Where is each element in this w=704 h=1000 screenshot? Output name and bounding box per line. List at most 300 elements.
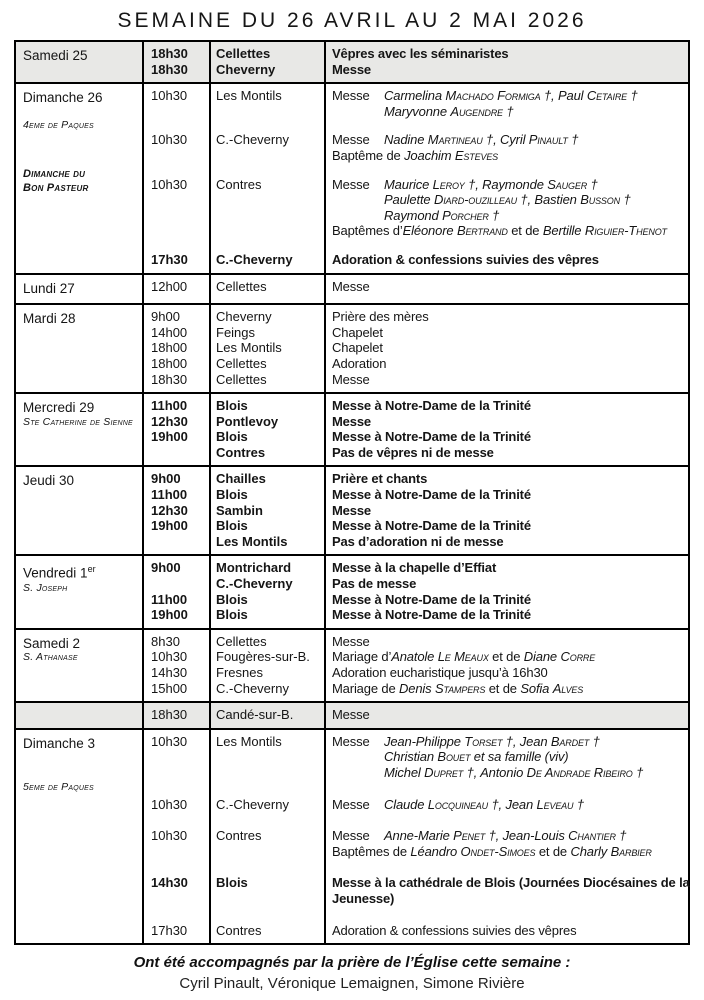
person-name: Bertille [542, 223, 585, 239]
person-name: †, Jean [502, 733, 551, 749]
person-name: Alves [552, 680, 584, 696]
event-location: Sambin [216, 502, 263, 518]
person-name: † [488, 207, 500, 223]
description-line [332, 414, 685, 430]
person-name: Maurice [384, 176, 433, 192]
person-name: Jean-Philippe [384, 733, 465, 749]
description-line [332, 560, 685, 576]
event-description [325, 503, 688, 519]
text-segment: Messe [332, 796, 370, 812]
event-time: 14h30 [151, 665, 188, 680]
person-name: Stampers [434, 680, 486, 696]
day-label: Samedi 25 [23, 48, 88, 63]
event-description [325, 665, 688, 681]
column-divider [209, 467, 211, 554]
person-name: Diard-ouzilleau [433, 192, 517, 208]
description-line [332, 592, 685, 608]
person-name: Porcher [442, 207, 489, 223]
event-location: C.-Cheverny [216, 251, 293, 267]
person-name: Barbier [610, 843, 652, 859]
description-line [332, 398, 685, 414]
person-name: Augendre [450, 103, 503, 119]
event-description [325, 634, 688, 650]
event-description [325, 560, 688, 576]
event-location: Blois [216, 398, 248, 414]
description-line [332, 279, 685, 295]
event-location: Les Montils [216, 733, 282, 749]
event-time: 19h00 [151, 518, 188, 534]
description-line [332, 340, 685, 356]
description-line [332, 325, 685, 341]
event-location: Blois [216, 875, 248, 891]
event-time: 10h30 [151, 132, 188, 148]
person-name: Leveau [536, 796, 574, 812]
event-time: 10h30 [151, 796, 188, 812]
text-segment: Messe [332, 502, 371, 518]
description-line [332, 356, 685, 372]
text-segment: Adoration [332, 355, 387, 371]
person-name: Corre [560, 649, 596, 665]
event-location: Blois [216, 591, 248, 607]
person-name: Busson [580, 192, 620, 208]
event-description [325, 309, 688, 325]
person-name: De Andrade Ribeiro [526, 764, 633, 780]
text-segment: Messe [332, 371, 370, 387]
event-location: Pontlevoy [216, 413, 279, 429]
text-segment: Messe [332, 176, 370, 192]
day-label: Lundi 27 [23, 280, 75, 296]
event-description [325, 414, 688, 430]
day-row [16, 703, 688, 730]
description-line [332, 372, 685, 388]
event-time: 14h30 [151, 875, 188, 891]
event-time: 11h00 [151, 398, 188, 414]
text-segment: Messe [332, 278, 370, 294]
text-segment: Adoration eucharistique jusqu’à 16h30 [332, 665, 548, 680]
day-label: Dimanche 26 [23, 90, 103, 106]
text-segment: Messe [332, 88, 370, 104]
day-row [16, 630, 688, 703]
event-location: Cellettes [216, 278, 267, 294]
column-divider [209, 703, 211, 728]
event-time: 9h00 [151, 309, 180, 325]
day-label: Jeudi 30 [23, 473, 75, 489]
text-segment: Messe à Notre-Dame de la Trinité [332, 591, 531, 607]
description-line [332, 797, 690, 813]
person-name: Anne-Marie [384, 828, 454, 844]
event-location: Blois [216, 429, 248, 445]
event-description [325, 471, 688, 487]
event-location: Fougères-sur-B. [216, 649, 310, 665]
text-segment: Adoration & confessions suivies des vêpres [332, 251, 599, 267]
event-location: C.-Cheverny [216, 132, 289, 148]
person-name: Sofia [520, 680, 553, 696]
schedule-table [14, 40, 690, 945]
person-name: † [627, 88, 638, 104]
event-time: 8h30 [151, 633, 180, 649]
event-description [325, 398, 688, 414]
event-time: 18h30 [151, 707, 188, 723]
page-title: SEMAINE DU 26 AVRIL AU 2 MAI 2026 [117, 9, 587, 32]
description-line [332, 148, 685, 164]
event-time: 14h00 [151, 324, 188, 340]
column-divider [142, 556, 144, 627]
day-cell [16, 279, 143, 299]
event-time: 10h30 [151, 176, 188, 192]
person-name: Michel [384, 764, 425, 780]
event-description [325, 649, 688, 665]
description-line [332, 634, 685, 650]
person-name: † [619, 192, 631, 208]
description-line [332, 649, 685, 665]
description-line [332, 62, 685, 78]
person-name: Le Meaux [437, 649, 489, 665]
person-name: Chantier [568, 828, 616, 844]
event-location: Cheverny [216, 309, 272, 325]
person-name: Riguier-Thenot [584, 223, 667, 239]
person-name: Esteves [454, 147, 499, 163]
day-cell [16, 309, 143, 387]
footer [0, 954, 704, 992]
person-name: †, Jean [488, 796, 537, 812]
event-description [325, 734, 693, 781]
person-name: Anatole [391, 649, 438, 665]
description-line [332, 891, 690, 907]
person-name: Torset [464, 733, 503, 749]
text-segment: Messe à Notre-Dame de la Trinité [332, 487, 531, 503]
day-cell [16, 88, 143, 267]
column-divider [209, 42, 211, 82]
column-divider [209, 84, 211, 272]
event-time: 18h30 [151, 46, 188, 61]
text-segment: Messe [332, 733, 370, 749]
footer-intro: Ont été accompagnés par la prière de l’Église cette semaine : [133, 954, 571, 972]
event-time: 18h30 [151, 371, 188, 387]
column-divider [324, 467, 326, 554]
person-name: †, Jean-Louis [485, 828, 569, 844]
event-time [143, 576, 210, 592]
text-segment: et de [488, 649, 524, 665]
event-description [325, 356, 688, 372]
description-line [332, 503, 685, 519]
day-row [16, 730, 688, 943]
description-line [332, 734, 690, 750]
day-cell [16, 707, 143, 723]
description-line [332, 665, 685, 681]
event-description [325, 487, 688, 503]
person-name: Carmelina [384, 88, 446, 104]
event-time: 11h00 [151, 487, 188, 503]
column-divider [142, 275, 144, 304]
event-description [325, 252, 688, 268]
person-name: † [573, 796, 584, 812]
person-name: Ondet-Simoes [460, 843, 536, 859]
event-description [325, 797, 693, 813]
event-description [325, 607, 688, 623]
feast-label: Bon Pasteur [23, 182, 89, 195]
person-name: Martineau [427, 132, 483, 148]
description-line [332, 681, 685, 697]
person-name: Denis [399, 680, 435, 696]
event-location: Cellettes [216, 355, 267, 371]
column-divider [209, 630, 211, 701]
person-name: Nadine [384, 132, 428, 148]
day-row [16, 556, 688, 629]
event-description [325, 875, 693, 906]
day-row [16, 394, 688, 467]
person-name: †, Raymonde [464, 176, 548, 192]
event-location: C.-Cheverny [216, 576, 293, 592]
event-description [325, 132, 688, 163]
event-location: C.-Cheverny [216, 796, 289, 812]
event-description [325, 707, 688, 723]
description-line [332, 177, 685, 193]
description-line [332, 192, 685, 208]
text-segment: Baptême de [332, 147, 405, 163]
description-line [332, 471, 685, 487]
person-name: Léandro [410, 843, 461, 859]
column-divider [324, 84, 326, 272]
column-divider [142, 84, 144, 272]
person-name: Bardet [550, 733, 590, 749]
day-label: Vendredi 1er [23, 564, 96, 581]
event-location: Les Montils [216, 88, 282, 104]
description-line [332, 607, 685, 623]
person-name: Locquineau [427, 796, 489, 812]
description-line [332, 309, 685, 325]
person-name: Maryvonne [384, 103, 451, 119]
description-line [332, 828, 690, 844]
description-line [332, 445, 685, 461]
text-segment: Baptêmes d’ [332, 223, 403, 239]
text-segment: Jeunesse) [332, 890, 395, 906]
column-divider [324, 42, 326, 82]
person-name: † [502, 103, 514, 119]
event-description [325, 340, 688, 356]
event-location: Les Montils [216, 340, 282, 356]
text-segment: Pas d’adoration ni de messe [332, 533, 504, 549]
day-row [16, 84, 688, 274]
person-name: Raymond [384, 207, 443, 223]
column-divider [142, 467, 144, 554]
event-location: Blois [216, 607, 248, 623]
event-description [325, 62, 688, 78]
event-location: Fresnes [216, 665, 263, 680]
text-segment: Messe à la chapelle d’Effiat [332, 560, 497, 576]
person-name: Claude [384, 796, 428, 812]
person-name: Pinault [528, 132, 568, 148]
event-description [325, 88, 688, 119]
event-description [325, 576, 688, 592]
text-segment: Messe à Notre-Dame de la Trinité [332, 398, 531, 414]
description-line [332, 534, 685, 550]
event-description [325, 372, 688, 388]
text-segment: Messe [332, 132, 370, 148]
feast-label: S. Athanase [23, 651, 78, 664]
column-divider [142, 703, 144, 728]
description-line [332, 707, 685, 723]
event-location: Contres [216, 176, 262, 192]
description-line [332, 576, 685, 592]
column-divider [324, 305, 326, 392]
text-segment: Adoration & confessions suivies des vêpres [332, 922, 577, 938]
person-name: Sauger [547, 176, 588, 192]
event-time [143, 534, 210, 550]
text-segment: Baptêmes de [332, 843, 411, 859]
text-segment: Messe à Notre-Dame de la Trinité [332, 429, 531, 445]
event-location: Cellettes [216, 46, 271, 61]
text-segment: Vêpres avec les séminaristes [332, 46, 509, 61]
text-segment: Messe [332, 61, 371, 77]
event-location: Candé-sur-B. [216, 707, 294, 723]
event-location: Feings [216, 324, 256, 340]
description-line [332, 875, 690, 891]
description-line [332, 208, 685, 224]
description-line [332, 765, 690, 781]
text-segment: et de [535, 843, 571, 859]
day-label: Mardi 28 [23, 311, 76, 327]
event-description [325, 534, 688, 550]
description-line [332, 46, 685, 62]
column-divider [142, 42, 144, 82]
event-time: 10h30 [151, 828, 188, 844]
person-name: Bertrand [456, 223, 508, 239]
day-cell [16, 560, 143, 622]
event-location: Blois [216, 518, 248, 534]
text-segment: Prière des mères [332, 309, 429, 325]
person-name: Machado Formiga [445, 88, 541, 104]
person-name: Cetaire [586, 88, 628, 104]
feast-label: Dimanche du [23, 168, 86, 181]
person-name: †, Cyril [482, 132, 529, 148]
feast-label: Ste Catherine de Sienne [23, 415, 133, 428]
column-divider [324, 730, 326, 943]
text-segment: Messe à Notre-Dame de la Trinité [332, 607, 531, 623]
event-time: 17h30 [151, 251, 188, 267]
event-description [325, 681, 688, 697]
event-location: C.-Cheverny [216, 680, 289, 696]
column-divider [324, 703, 326, 728]
description-line [332, 88, 685, 104]
person-name: † [589, 733, 600, 749]
column-divider [324, 394, 326, 465]
description-line [332, 429, 685, 445]
description-line [332, 923, 690, 939]
event-time: 18h00 [151, 355, 188, 371]
event-time: 17h30 [151, 922, 188, 938]
event-location: Contres [216, 922, 262, 938]
feast-label: 5eme de Paques [23, 781, 94, 794]
text-segment: Mariage de [332, 680, 399, 696]
text-segment: et de [485, 680, 521, 696]
column-divider [209, 730, 211, 943]
event-time: 18h30 [151, 61, 188, 77]
description-line [332, 223, 685, 239]
event-time: 10h30 [151, 88, 188, 104]
event-description [325, 177, 688, 239]
person-name: Dupret [424, 764, 464, 780]
text-segment: Messe à Notre-Dame de la Trinité [332, 518, 531, 534]
event-time: 12h30 [151, 502, 188, 518]
event-description [325, 518, 688, 534]
day-row [16, 467, 688, 556]
feast-label: S. Joseph [23, 581, 68, 594]
text-segment: Pas de messe [332, 576, 417, 592]
event-description [325, 46, 688, 62]
event-location: Cellettes [216, 633, 267, 649]
column-divider [324, 630, 326, 701]
event-description [325, 325, 688, 341]
column-divider [142, 394, 144, 465]
column-divider [142, 730, 144, 943]
person-name: Charly [570, 843, 611, 859]
day-label: Dimanche 3 [23, 735, 96, 751]
event-time: 11h00 [151, 591, 188, 607]
event-time: 9h00 [151, 560, 181, 576]
event-time: 12h00 [151, 278, 188, 294]
event-location: Contres [216, 828, 262, 844]
day-cell [16, 471, 143, 549]
event-description [325, 828, 693, 859]
day-cell [16, 398, 143, 460]
event-time: 19h00 [151, 429, 188, 445]
column-divider [142, 305, 144, 392]
text-segment: Pas de vêpres ni de messe [332, 444, 494, 460]
person-name: † [587, 176, 598, 192]
person-name: † [632, 764, 644, 780]
person-name: Joachim [404, 147, 455, 163]
person-name: Leroy [432, 176, 465, 192]
column-divider [324, 275, 326, 304]
text-segment: Messe à la cathédrale de Blois (Journées Diocésaines de la [332, 875, 690, 891]
person-name: Diane [523, 649, 561, 665]
footer-names: Cyril Pinault, Véronique Lemaignen, Simone Rivière [179, 975, 525, 993]
column-divider [209, 556, 211, 627]
event-time: 10h30 [151, 649, 188, 665]
event-description [325, 923, 693, 939]
event-location: Chailles [216, 471, 266, 487]
text-segment: et de [507, 223, 543, 239]
text-segment: Chapelet [332, 324, 383, 340]
column-divider [142, 630, 144, 701]
column-divider [209, 305, 211, 392]
text-segment: Prière et chants [332, 471, 428, 487]
event-location: Blois [216, 487, 248, 503]
event-description [325, 445, 688, 461]
text-segment: Messe [332, 633, 370, 649]
person-name: †, Bastien [516, 192, 581, 208]
event-location: Les Montils [216, 533, 288, 549]
day-row [16, 275, 688, 306]
event-description [325, 592, 688, 608]
person-name: †, Antonio [463, 764, 527, 780]
event-time: 10h30 [151, 733, 188, 749]
text-segment: Messe [332, 413, 371, 429]
feast-label: 4eme de Paques [23, 118, 94, 131]
description-line [332, 104, 685, 120]
description-line [332, 749, 690, 765]
event-location: Cheverny [216, 61, 276, 77]
event-description [325, 279, 688, 299]
event-time [143, 445, 210, 461]
column-divider [209, 275, 211, 304]
person-name: Bouet [437, 749, 471, 765]
event-location: Montrichard [216, 560, 292, 576]
ordinal-suffix: er [87, 564, 96, 575]
day-cell [16, 734, 143, 938]
person-name: Eléonore [402, 223, 457, 239]
description-line [332, 518, 685, 534]
